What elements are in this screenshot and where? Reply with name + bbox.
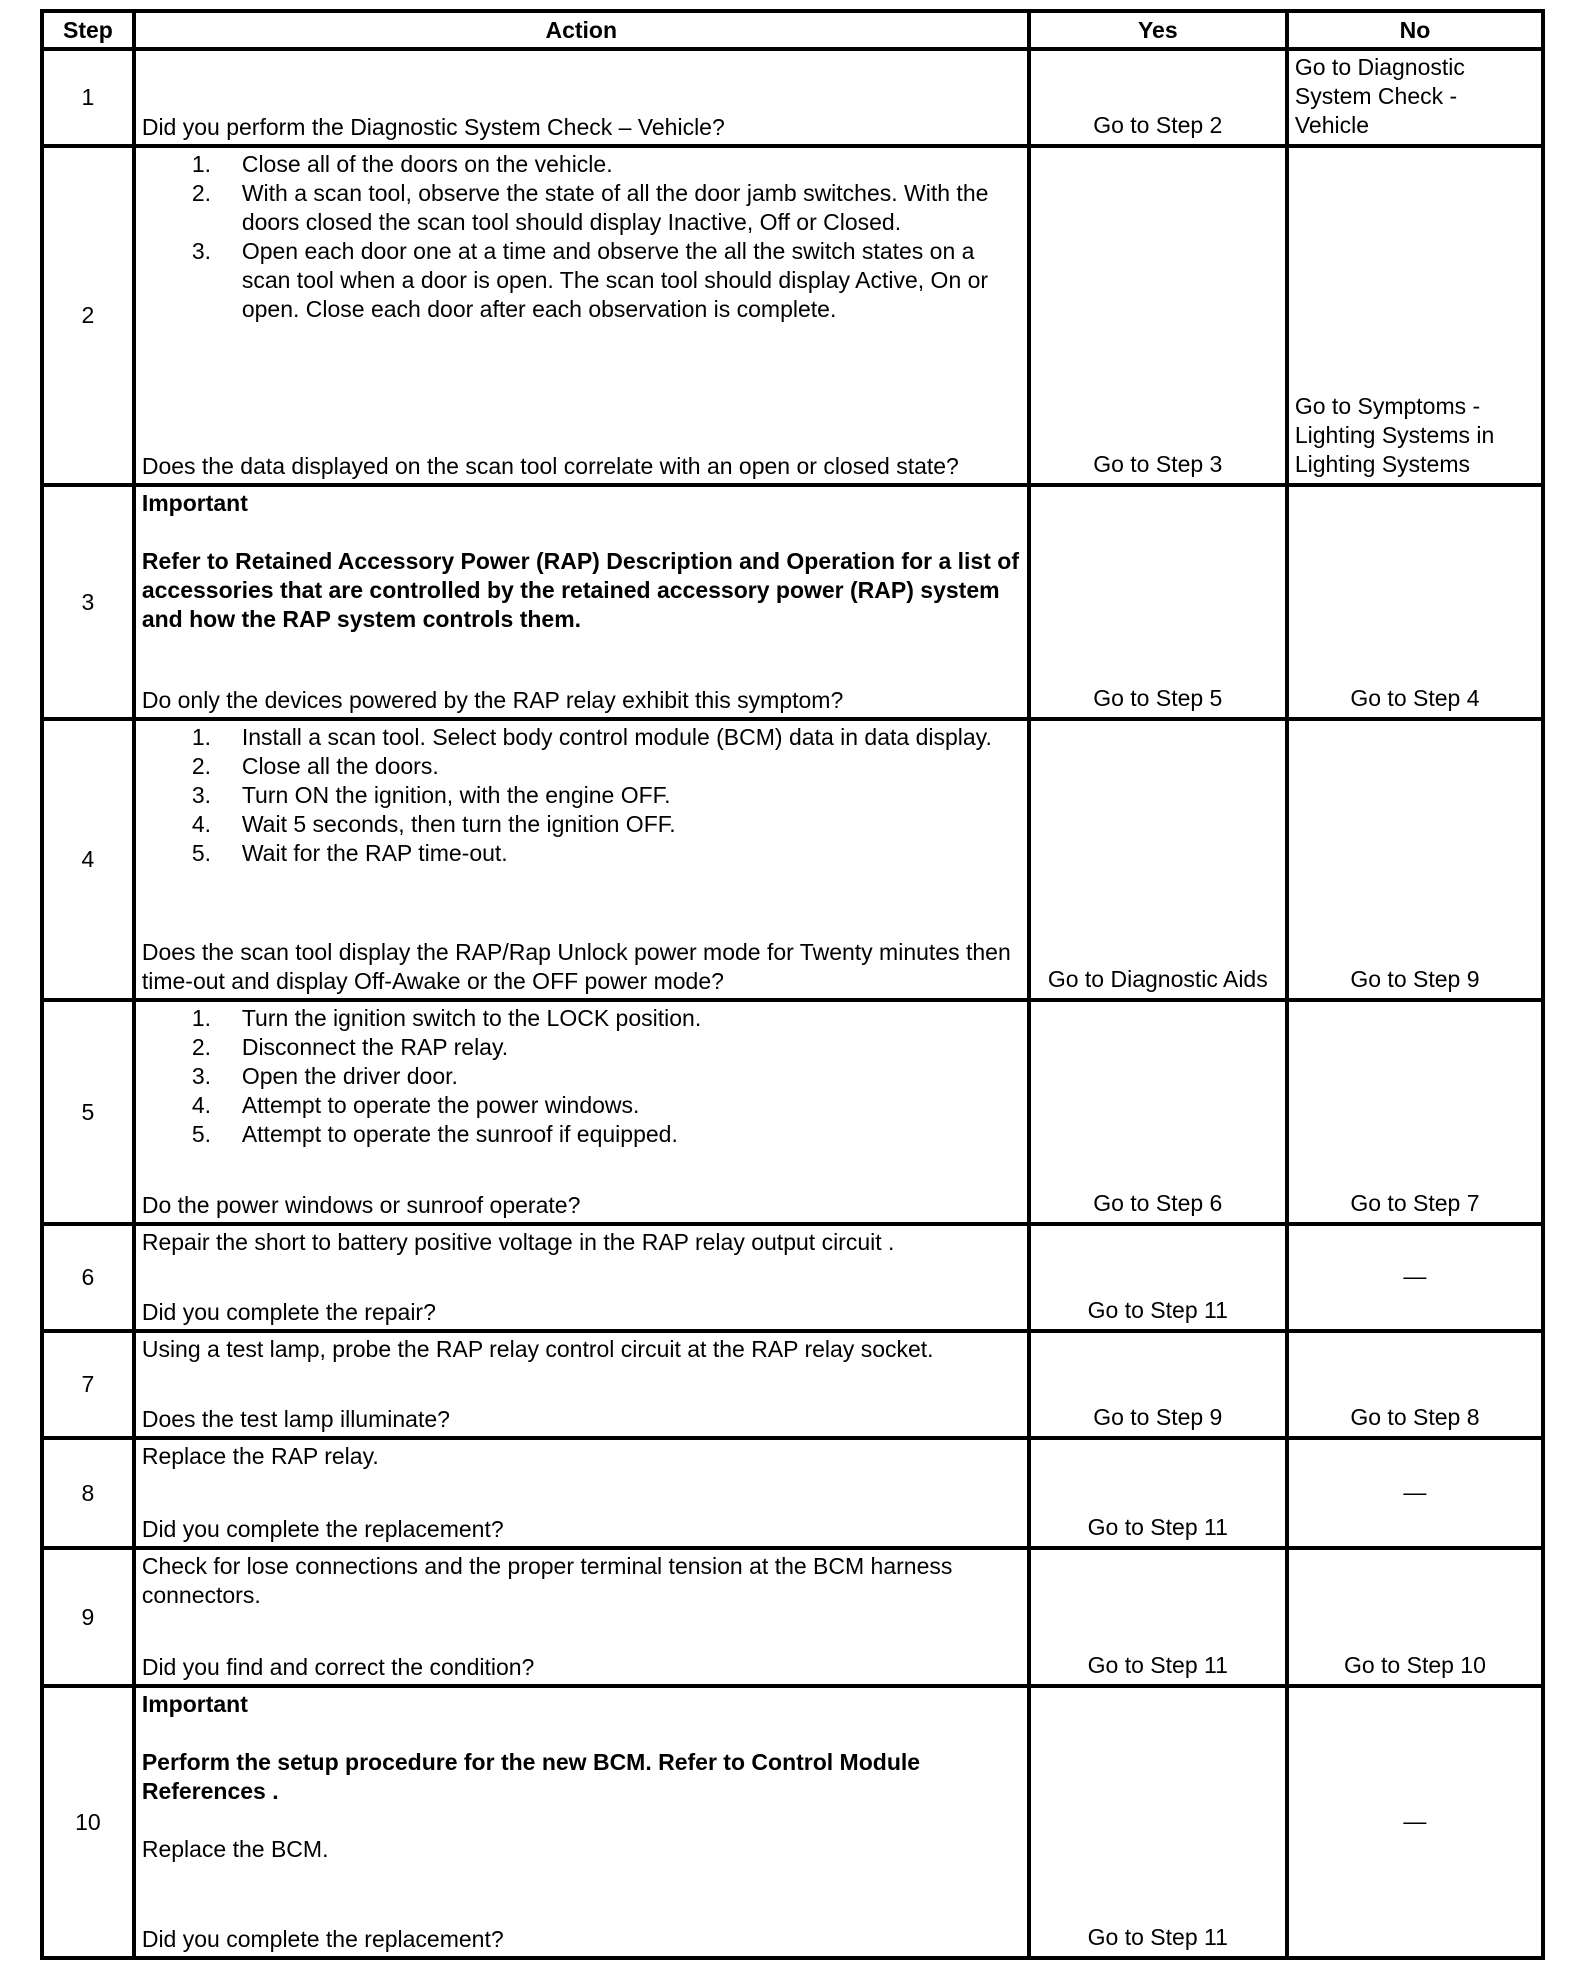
step-number: 1	[42, 49, 134, 146]
question-text: Did you complete the replacement?	[141, 1926, 504, 1952]
table-row	[42, 146, 1543, 485]
table-row	[42, 49, 1543, 146]
question-text: Did you find and correct the condition?	[141, 1654, 535, 1680]
header-step: Step	[42, 11, 134, 49]
step-number: 2	[42, 146, 134, 485]
yes-link[interactable]: Go to Step 9	[1029, 1331, 1287, 1438]
table-row	[42, 485, 1543, 719]
no-link[interactable]: Go to Symptoms - Lighting Systems in Lighting Systems	[1287, 146, 1543, 485]
action-cell	[134, 146, 1029, 485]
important-note: Perform the setup procedure for the new BCM. Refer to Control Module References .	[141, 1749, 921, 1804]
step-number: 9	[42, 1548, 134, 1686]
question-text: Do only the devices powered by the RAP relay exhibit this symptom?	[141, 687, 844, 713]
procedure-step: 4. Wait 5 seconds, then turn the ignition OFF.	[191, 811, 676, 837]
step-number: 3	[42, 485, 134, 719]
no-link[interactable]: Go to Step 9	[1287, 719, 1543, 1000]
no-link: —	[1287, 1224, 1543, 1331]
procedure-step: 2. Close all the doors.	[191, 753, 439, 779]
yes-link[interactable]: Go to Step 11	[1029, 1548, 1287, 1686]
no-link[interactable]: Go to Step 8	[1287, 1331, 1543, 1438]
important-label: Important	[141, 1691, 248, 1717]
step-number: 8	[42, 1438, 134, 1548]
yes-link[interactable]: Go to Step 11	[1029, 1224, 1287, 1331]
procedure-step: 1. Close all of the doors on the vehicle.	[191, 151, 613, 177]
question-text: Did you complete the repair?	[141, 1299, 436, 1325]
procedure-step: 5. Wait for the RAP time-out.	[191, 840, 508, 866]
procedure-step: 5. Attempt to operate the sunroof if equipped.	[191, 1121, 678, 1147]
question-text: Did you complete the replacement?	[141, 1516, 504, 1542]
procedure-step: 3. Turn ON the ignition, with the engine OFF.	[191, 782, 671, 808]
table-row	[42, 1438, 1543, 1548]
procedure-step: 3. Open the driver door.	[191, 1063, 458, 1089]
no-link[interactable]: Go to Step 10	[1287, 1548, 1543, 1686]
procedure-step: 1. Turn the ignition switch to the LOCK position.	[191, 1005, 702, 1031]
no-link[interactable]: Go to Diagnostic System Check - Vehicle	[1287, 49, 1543, 146]
important-note: Refer to Retained Accessory Power (RAP) Description and Operation for a list of accessories that are controlled by the retained accessory power (RAP) system and how the RAP system controls them.	[141, 548, 1019, 632]
header-yes: Yes	[1029, 11, 1287, 49]
procedure-step: 4. Attempt to operate the power windows.	[191, 1092, 640, 1118]
yes-link[interactable]: Go to Step 11	[1029, 1686, 1287, 1958]
action-cell	[134, 1331, 1029, 1438]
step-number: 4	[42, 719, 134, 1000]
action-text: Repair the short to battery positive voltage in the RAP relay output circuit .	[141, 1229, 895, 1255]
procedure-step: 2. Disconnect the RAP relay.	[191, 1034, 509, 1060]
yes-link[interactable]: Go to Diagnostic Aids	[1029, 719, 1287, 1000]
question-text: Does the test lamp illuminate?	[141, 1406, 450, 1432]
question-text: Does the data displayed on the scan tool correlate with an open or closed state?	[141, 453, 959, 479]
procedure-list	[142, 723, 1021, 868]
action-text: Replace the BCM.	[141, 1836, 329, 1862]
no-link[interactable]: Go to Step 4	[1287, 485, 1543, 719]
table-row	[42, 1224, 1543, 1331]
action-cell	[134, 485, 1029, 719]
procedure-list	[142, 1004, 1021, 1149]
yes-link[interactable]: Go to Step 11	[1029, 1438, 1287, 1548]
no-link: —	[1287, 1686, 1543, 1958]
action-text: Check for lose connections and the proper terminal tension at the BCM harness connectors.	[141, 1553, 953, 1608]
question-text: Does the scan tool display the RAP/Rap Unlock power mode for Twenty minutes then time-out and display Off-Awake or the OFF power mode?	[141, 939, 1011, 994]
table-row	[42, 1331, 1543, 1438]
step-number: 5	[42, 1000, 134, 1224]
header-no: No	[1287, 11, 1543, 49]
action-cell	[134, 1224, 1029, 1331]
no-link[interactable]: Go to Step 7	[1287, 1000, 1543, 1224]
action-cell	[134, 49, 1029, 146]
yes-link[interactable]: Go to Step 2	[1029, 49, 1287, 146]
step-number: 10	[42, 1686, 134, 1958]
question-text: Do the power windows or sunroof operate?	[141, 1192, 581, 1218]
yes-link[interactable]: Go to Step 6	[1029, 1000, 1287, 1224]
no-link: —	[1287, 1438, 1543, 1548]
step-number: 7	[42, 1331, 134, 1438]
action-text: Using a test lamp, probe the RAP relay control circuit at the RAP relay socket.	[141, 1336, 934, 1362]
header-action: Action	[134, 11, 1029, 49]
action-text: Replace the RAP relay.	[141, 1443, 379, 1469]
header-row	[42, 11, 1543, 49]
step-number: 6	[42, 1224, 134, 1331]
action-cell	[134, 1686, 1029, 1958]
table-row	[42, 1000, 1543, 1224]
question-text: Did you perform the Diagnostic System Check – Vehicle?	[141, 114, 725, 140]
important-label: Important	[141, 490, 248, 516]
action-cell	[134, 719, 1029, 1000]
action-cell	[134, 1000, 1029, 1224]
yes-link[interactable]: Go to Step 3	[1029, 146, 1287, 485]
procedure-step: 3. Open each door one at a time and observe the all the switch states on a scan tool when a door is open. The scan tool should display Active, On or open. Close each door after each observation is complete.	[191, 238, 989, 322]
table-row	[42, 1548, 1543, 1686]
procedure-list	[142, 150, 1021, 324]
action-cell	[134, 1438, 1029, 1548]
yes-link[interactable]: Go to Step 5	[1029, 485, 1287, 719]
procedure-step: 2. With a scan tool, observe the state of all the door jamb switches. With the doors closed the scan tool should display Inactive, Off or Closed.	[191, 180, 989, 235]
procedure-step: 1. Install a scan tool. Select body control module (BCM) data in data display.	[191, 724, 992, 750]
action-cell	[134, 1548, 1029, 1686]
table-row	[42, 719, 1543, 1000]
table-row	[42, 1686, 1543, 1958]
diagnostic-table	[40, 9, 1545, 1960]
